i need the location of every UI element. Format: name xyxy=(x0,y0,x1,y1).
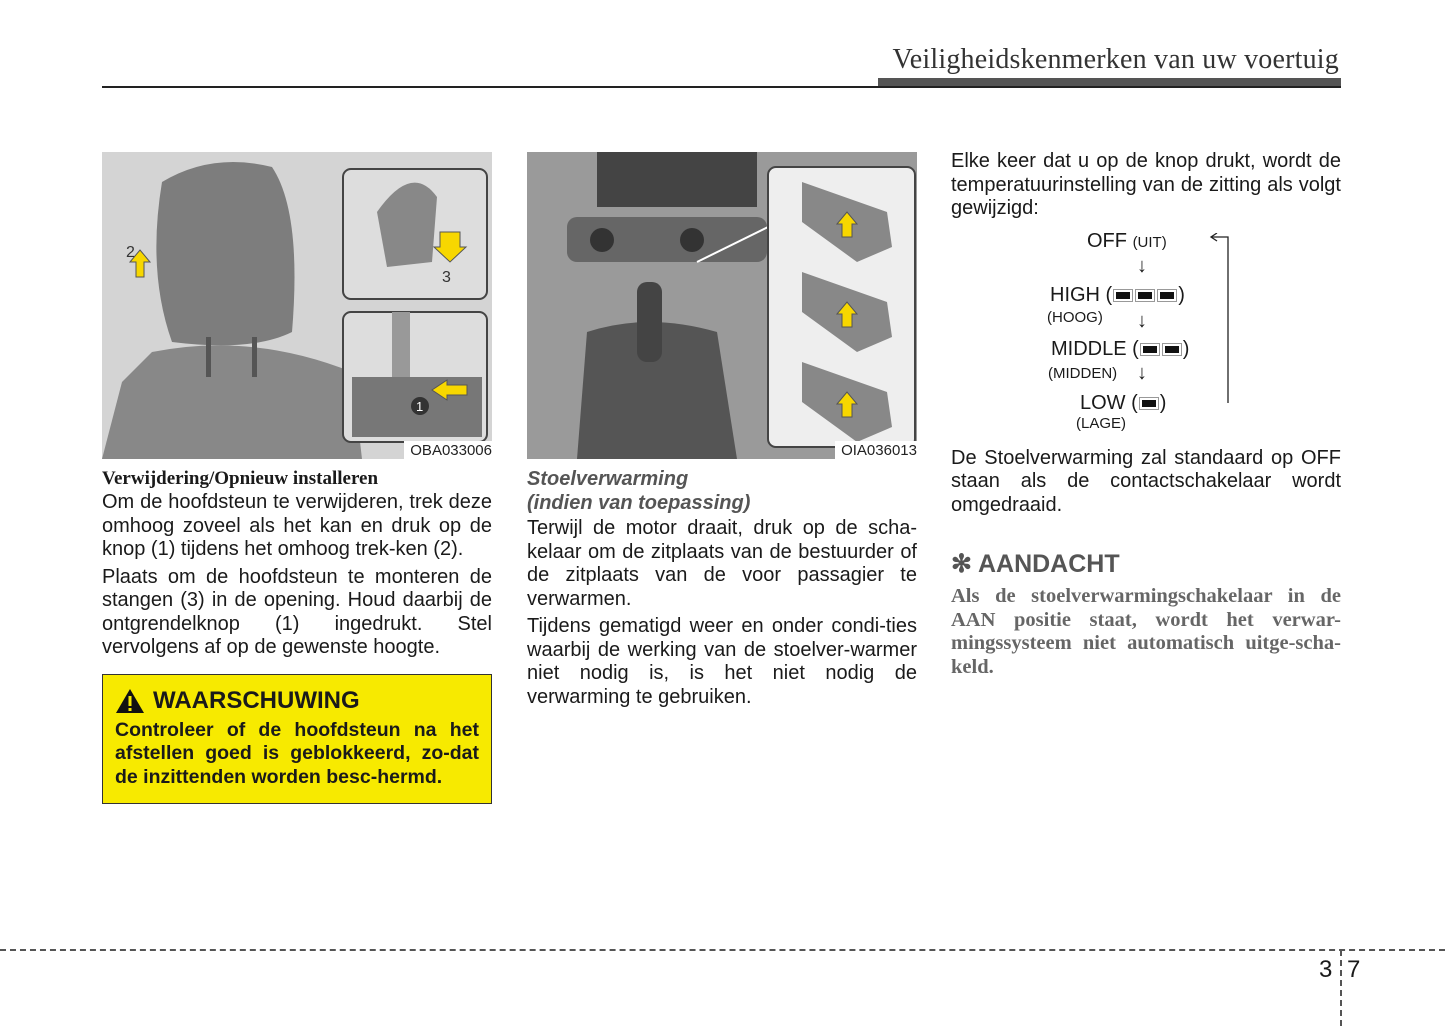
state-middle: MIDDLE ( xyxy=(1051,337,1139,360)
caution-text: Als de stoelverwarmingschakelaar in de AAN positie staat, wordt het verwar-mingssysteem niet automatisch uitge-scha-keld. xyxy=(951,585,1341,678)
caution-title: ✻ AANDACHT xyxy=(951,550,1120,578)
heat-2-icon xyxy=(1139,338,1183,360)
heat-1-icon xyxy=(1138,392,1160,414)
state-off-nl: (UIT) xyxy=(1132,233,1167,251)
heating-cycle-diagram: OFF (UIT) ↓ HIGH ( ) (HOOG) ↓ MIDDLE ( ) (MIDDEN) ↓ LOW ( ) (LAGE) xyxy=(951,225,1341,435)
column-2 xyxy=(527,152,917,713)
warning-triangle-icon xyxy=(115,688,145,714)
state-low: LOW ( xyxy=(1080,391,1138,414)
figure-code: OIA036013 xyxy=(835,441,917,459)
warning-title: WAARSCHUWING xyxy=(153,686,360,714)
arrow-down-icon: ↓ xyxy=(1137,254,1147,277)
column-3 xyxy=(951,150,1341,679)
warning-text: Controleer of de hoofdsteun na het afstellen goed is geblokkeerd, zo-dat de inzittenden worden besc-hermd. xyxy=(115,718,479,788)
arrow-down-icon: ↓ xyxy=(1137,361,1147,384)
state-low-nl: (LAGE) xyxy=(1076,414,1127,432)
heat-3-icon xyxy=(1112,284,1178,306)
warning-box xyxy=(102,674,492,805)
callout-3: 3 xyxy=(442,269,451,286)
callout-2: 2 xyxy=(126,244,135,261)
state-middle-nl: (MIDDEN) xyxy=(1048,364,1118,382)
paragraph: Om de hoofdsteun te verwijderen, trek deze omhoog zoveel als het kan en druk op de knop (1) tijdens het omhoog trek-ken (2). xyxy=(102,491,492,560)
figure-code: OBA033006 xyxy=(404,441,492,459)
paragraph: Plaats om de hoofdsteun te monteren de stangen (3) in de opening. Houd daarbij de ontgrendelknop (1) ingedrukt. Stel vervolgens af op de gewenste hoogte. xyxy=(102,565,492,658)
paragraph: Tijdens gematigd weer en onder condi-ties waarbij de werking van de stoelver-warmer niet nodig is, is het niet nodig de verwarming te gebruiken. xyxy=(527,615,917,708)
section-heading: Stoelverwarming xyxy=(527,468,689,490)
headrest-figure xyxy=(102,152,492,459)
paragraph: De Stoelverwarming zal standaard op OFF staan als de contactschakelaar wordt omgedraaid. xyxy=(951,446,1341,516)
paragraph: Elke keer dat u op de knop drukt, wordt de temperatuurinstelling van de zitting als volgt gewijzigd: xyxy=(951,150,1341,219)
section-title: Veiligheidskenmerken van uw voertuig xyxy=(892,44,1339,75)
section-heading-note: (indien van toepassing) xyxy=(527,492,751,514)
subheading: Verwijdering/Opnieuw installeren xyxy=(102,468,379,489)
console-figure xyxy=(527,152,917,459)
header-rule xyxy=(102,86,1341,88)
headrest-illustration xyxy=(102,152,492,459)
state-high: HIGH ( xyxy=(1050,283,1113,306)
state-high-nl: (HOOG) xyxy=(1047,308,1103,326)
footer-divider xyxy=(1340,950,1342,1026)
page-number: 7 xyxy=(1347,956,1361,983)
state-off: OFF xyxy=(1087,229,1127,252)
footer-rule xyxy=(0,949,1445,951)
cycle-return-line xyxy=(1191,233,1231,403)
console-illustration xyxy=(527,152,917,459)
arrow-down-icon: ↓ xyxy=(1137,309,1147,332)
column-1 xyxy=(102,152,492,804)
chapter-number: 3 xyxy=(1319,956,1333,983)
paragraph: Terwijl de motor draait, druk op de scha-kelaar om de zitplaats van de bestuurder of de zitplaats van de voor passagier te verwarmen. xyxy=(527,517,917,610)
callout-1: 1 xyxy=(416,399,424,414)
